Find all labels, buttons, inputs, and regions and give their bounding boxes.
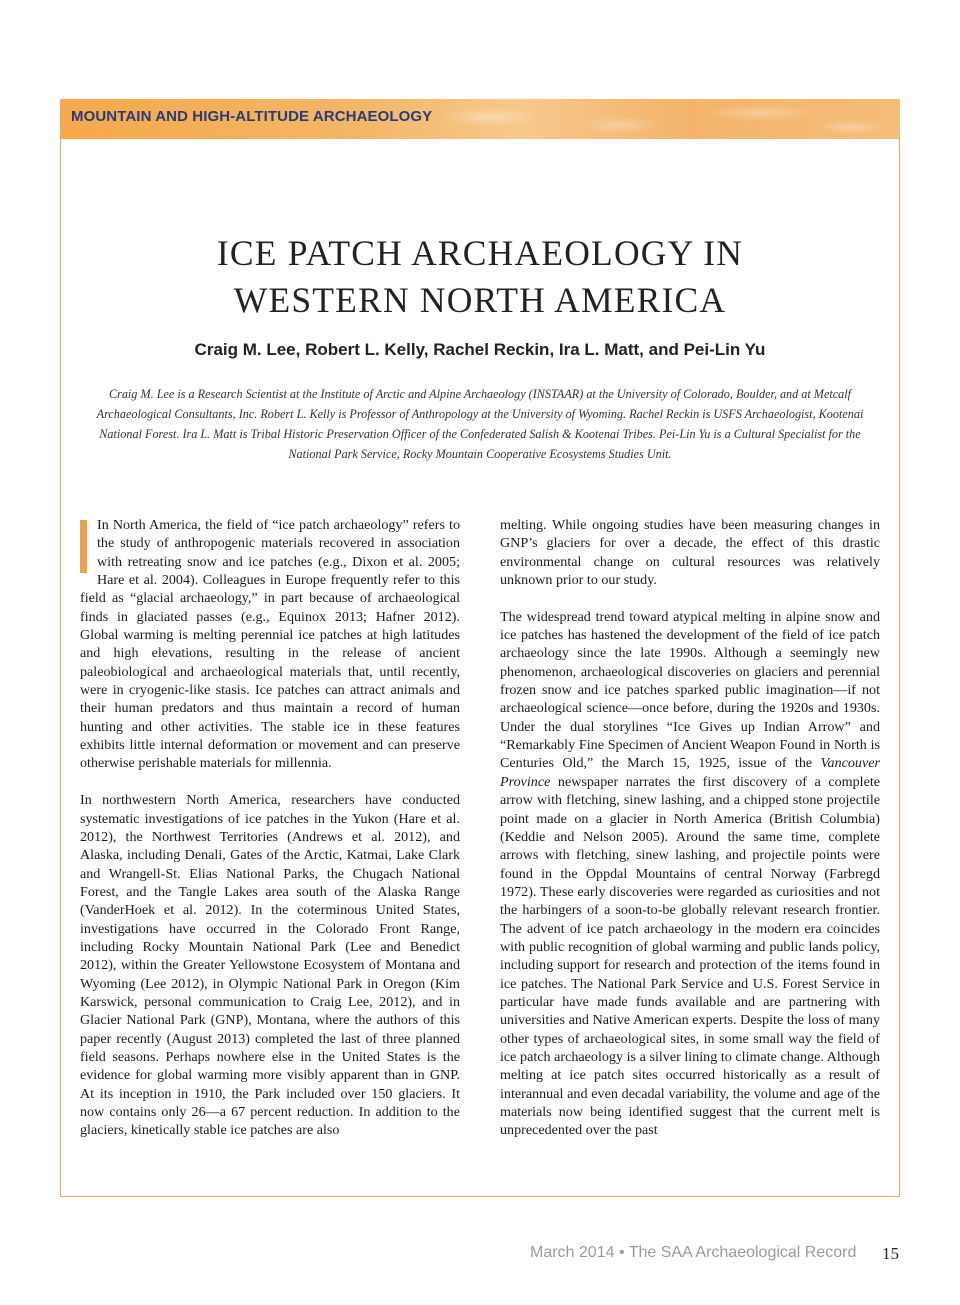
- article-title: [60, 230, 900, 324]
- section-label: MOUNTAIN AND HIGH-ALTITUDE ARCHAEOLOGY: [71, 108, 433, 125]
- page-number: 15: [882, 1244, 899, 1263]
- paragraph: In North America, the field of “ice patch archaeology” refers to the study of anthropogenic materials recovered in association with retreating snow and ice patches (e.g., Dixon et al. 2005; Hare et al. 2004). Colleagues in Europe frequently refer to this field as “glacial archaeology,” in part because of archaeological finds in glaciated passes (e.g., Equinox 2013; Hafner 2012). Global warming is melting perennial ice patches at high latitudes and high elevations, resulting in the release of ancient paleobiological and archaeological materials that, until recently, were in cryogenic-like stasis. Ice patches can attract animals and their human predators and thus maintain a record of human hunting and other activities. The stable ice in these features exhibits little internal deformation or movement and can preserve otherwise perishable materials for millennia.: [80, 517, 460, 772]
- author-bios: Craig M. Lee is a Research Scientist at the Institute of Arctic and Alpine Archaeology (INSTAAR) at the University of Colorado, Boulder, and at Metcalf Archaeological Consultants, Inc. Robert L. Kelly is Professor of Anthropology at the University of Wyoming. Rachel Reckin is USFS Archaeologist, Kootenai National Forest. Ira L. Matt is Tribal Historic Preservation Officer of the Confederated Salish & Kootenai Tribes. Pei-Lin Yu is a Cultural Specialist for the National Park Service, Rocky Mountain Cooperative Ecosystems Studies Unit.: [96, 387, 864, 461]
- footer-citation: March 2014 • The SAA Archaeological Record: [530, 1244, 857, 1261]
- newspaper-title: Vancouver Province: [500, 755, 880, 790]
- author-list: Craig M. Lee, Robert L. Kelly, Rachel Reckin, Ira L. Matt, and Pei-Lin Yu: [194, 340, 766, 359]
- paragraph: In northwestern North America, researchers have conducted systematic investigations of ice patches in the Yukon (Hare et al. 2012), the Northwest Territories (Andrews et al. 2012), and Alaska, including Denali, Gates of the Arctic, Katmai, Lake Clark and Wrangell-St. Elias National Parks, the Chugach National Forest, and the Tangle Lakes area south of the Alaska Range (VanderHoek et al. 2012). In the coterminous United States, investigations have occurred in the Colorado Front Range, including Rocky Mountain National Park (Lee and Benedict 2012), within the Greater Yellowstone Ecosystem of Montana and Wyoming (Lee 2012), in Olympic National Park in Oregon (Kim Karswick, personal communication to Craig Lee, 2012), and in Glacier National Park (GNP), Montana, where the authors of this paper recently (August 2013) completed the last of three planned field seasons. Perhaps nowhere else in the United States is the evidence for global warming more visibly apparent than in GNP. At its inception in 1910, the Park included over 150 glaciers. It now contains only 26—a 67 percent reduction. In addition to the glaciers, kinetically stable ice patches are also: [80, 792, 460, 1139]
- section-banner: [60, 99, 900, 139]
- drop-cap-bar: [80, 520, 87, 573]
- title-line-2: WESTERN NORTH AMERICA: [233, 280, 727, 320]
- left-column: [80, 516, 460, 1158]
- right-column: [500, 516, 880, 1158]
- title-line-1: ICE PATCH ARCHAEOLOGY IN: [216, 233, 744, 273]
- paragraph: melting. While ongoing studies have been measuring changes in GNP’s glaciers for over a decade, the effect of this drastic environmental change on cultural resources was relatively unknown prior to our study.: [500, 517, 880, 589]
- paragraph: The widespread trend toward atypical melting in alpine snow and ice patches has hastened the development of the field of ice patch archaeology since the late 1990s. Although a seemingly new phenomenon, archaeological discoveries on glaciers and perennial frozen snow and ice patches sparked public imagination—if not archaeological science—once before, during the 1920s and 1930s. Under the dual storylines “Ice Gives up Indian Arrow” and “Remarkably Fine Specimen of Ancient Weapon Found in North is Centuries Old,” the March 15, 1925, issue of the Vancouver Province newspaper narrates the first discovery of a complete arrow with fletching, sinew lashing, and a chipped stone projectile point made on a glacier in North America (British Columbia) (Keddie and Nelson 2005). Around the same time, complete arrows with fletching, sinew lashing, and projectile points were found in the Oppdal Mountains of central Norway (Farbregd 1972). These early discoveries were regarded as curiosities and not the harbingers of a soon-to-be globally relevant research frontier. The advent of ice patch archaeology in the modern era coincides with public recognition of global warming and public lands policy, including support for research and protection of the items found in ice patches. The National Park Service and U.S. Forest Service in particular have made funds available and are partnering with universities and Native American experts. Despite the loss of many other types of archaeological sites, in some small way the field of ice patch archaeology is a silver lining to climate change. Although melting at ice patch sites occurred historically as a result of interannual and even decadal variability, the volume and age of the materials now being identified suggest that the current melt is unprecedented over the past: [500, 608, 881, 1139]
